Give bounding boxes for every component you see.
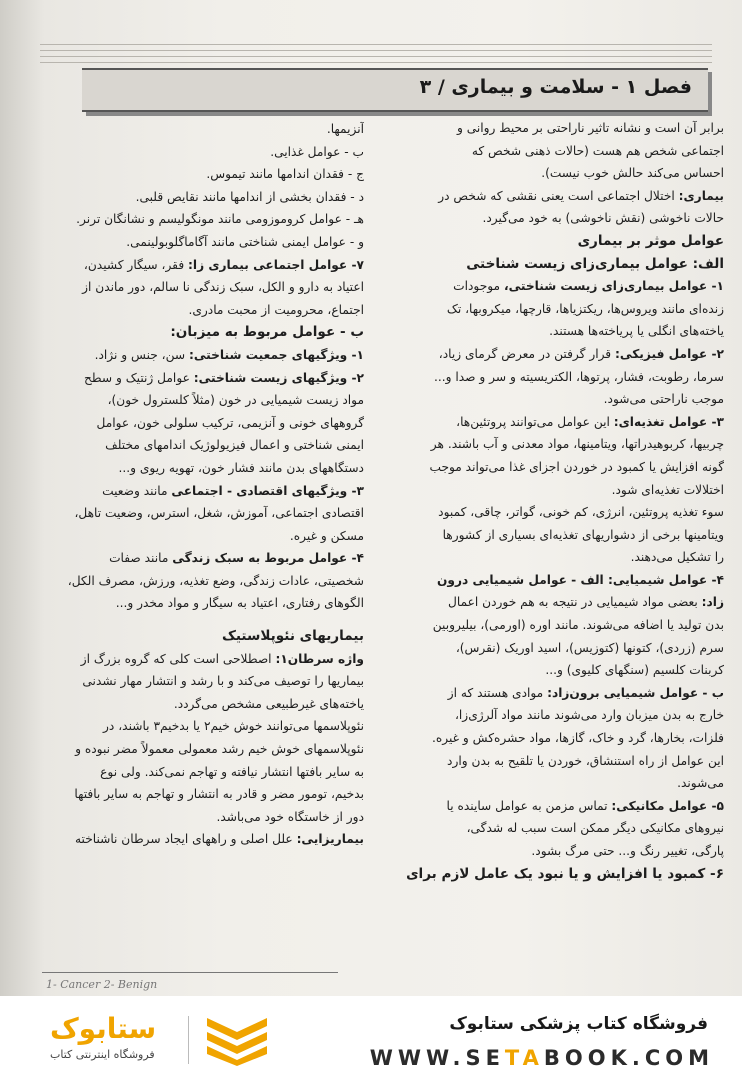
- term-label: ۷- عوامل اجتماعی بیماری زا:: [188, 257, 364, 272]
- text-line: بیماریزایی: علل اصلی و راههای ایجاد سرطان ناشناخته: [74, 832, 364, 847]
- term-label: ۳- ویژگیهای اقتصادی - اجتماعی: [171, 483, 364, 498]
- term-label: ۳- عوامل تغذیه‌ای:: [613, 414, 724, 429]
- text-line: ایمنی شناختی و اعمال فیزیولوژیک اندامهای مختلف: [105, 438, 364, 453]
- text-line: گونه افزایش یا کمبود در خوردن اجزای غذا می‌تواند موجب: [429, 459, 724, 474]
- term-label: بیماریزایی:: [296, 832, 364, 847]
- text-line: و - عوامل ایمنی شناختی مانند آگاماگلوبولینمی.: [126, 234, 364, 249]
- logo-tagline: فروشگاه اینترنتی کتاب: [50, 1048, 155, 1061]
- text-line: هـ - عوامل کروموزومی مانند مونگولیسم و نشانگان ترنر.: [76, 212, 364, 227]
- url-accent: TA: [504, 1046, 544, 1070]
- text-line: مواد زیست شیمیایی در خون (مثلاً کلسترول خون)،: [107, 393, 364, 408]
- chapter-header: [82, 68, 708, 112]
- text-line: ب - عوامل غذایی.: [270, 144, 364, 159]
- footnote: 1- Cancer 2- Benign: [46, 978, 158, 991]
- text-line: برابر آن است و نشانه تاثیر ناراحتی بر محیط روانی و: [456, 121, 724, 135]
- decorative-line: [40, 56, 712, 57]
- url-prefix: WWW.SE: [369, 1046, 505, 1070]
- text-line: ۷- عوامل اجتماعی بیماری زا: فقر، سیگار کشیدن،: [83, 257, 364, 272]
- text-line: دستگاههای بدن مانند فشار خون، تهویه ریوی و...: [118, 460, 364, 475]
- text-line: سرما، رطوبت، فشار، پرتوها، الکتریسیته و سر و صدا و...: [434, 369, 724, 384]
- term-label: ب - عوامل شیمیایی برون‌زاد:: [547, 685, 724, 700]
- chapter-title: فصل ۱ - سلامت و بیماری / ۳: [419, 76, 692, 98]
- decorative-line: [40, 62, 712, 63]
- text-line: ۲- عوامل فیزیکی: قرار گرفتن در معرض گرمای زیاد،: [438, 346, 724, 361]
- text-line: سرم (زردی)، کتونها (کتوزیس)، اسید اوریک (نقرس)،: [455, 640, 724, 655]
- term-label: ۲- ویژگیهای زیست شناختی:: [193, 370, 364, 385]
- text-line: این عوامل از راه استنشاق، خوردن یا تلقیح به بدن وارد: [447, 753, 724, 768]
- text-line: الگوهای رفتاری، اعتیاد به سیگار و مواد مخدر و...: [115, 596, 364, 611]
- term-label: ۴- عوامل مربوط به سبک زندگی: [172, 551, 364, 566]
- text-line: ب - عوامل شیمیایی برون‌زاد: موادی هستند که از: [447, 685, 724, 700]
- term-label: بیماری:: [678, 188, 724, 203]
- term-label: ۵- عوامل مکانیکی:: [611, 798, 724, 813]
- shop-name: فروشگاه کتاب پزشکی ستابوک: [449, 1014, 708, 1034]
- footnote-rule: [42, 972, 338, 973]
- text-line: فلزات، بخارها، گرد و خاک، گازها، مواد حشره‌کش و غیره.: [432, 731, 724, 746]
- text-line: ۱- عوامل بیماری‌زای زیست شناختی، موجودات: [453, 279, 724, 294]
- text-line: [384, 569, 724, 592]
- section-heading: عوامل موثر بر بیماری: [577, 232, 724, 249]
- term-label: زاد:: [701, 595, 724, 610]
- left-text-column: [42, 118, 364, 851]
- shop-url-link[interactable]: [370, 1046, 714, 1070]
- text-line: د - فقدان بخشی از اندامها مانند نقایص قلبی.: [135, 189, 364, 204]
- text-line: مسکن و غیره.: [289, 528, 364, 543]
- text-line: را تشکیل می‌دهند.: [630, 550, 724, 565]
- text-line: ۳- عوامل تغذیه‌ای: این عوامل می‌توانند پروتئین‌ها،: [456, 414, 724, 429]
- text-line: بیماری: اختلال اجتماعی است یعنی نقشی که شخص در: [438, 188, 724, 203]
- text-line: حالات ناخوشی (نقش ناخوشی) به خود می‌گیرد.: [482, 211, 724, 226]
- store-banner: [0, 996, 742, 1079]
- text-line: بیماریها را توصیف می‌کند و با رشد و انتشار مهار نشدنی: [82, 674, 364, 689]
- text-line: اختلالات تغذیه‌ای شود.: [611, 482, 724, 497]
- text-line: ویتامینها برخی از دشواریهای تغذیه‌ای بسیاری از کشورها: [442, 527, 724, 542]
- right-text-column: [384, 117, 724, 885]
- decorative-line: [40, 44, 712, 45]
- text-line: خارج به بدن میزبان وارد می‌شوند مانند مواد آلرژی‌زا،: [454, 708, 724, 723]
- text-line: نئوپلاسمهای خوش خیم رشد معمولی معمولاً مضر نبوده و: [75, 742, 364, 757]
- text-line: ۲- ویژگیهای زیست شناختی: عوامل ژنتیک و سطح: [84, 370, 364, 385]
- text-line: کربنات کلسیم (سنگهای کلیوی) و...: [545, 663, 724, 678]
- text-line: ۴- عوامل مربوط به سبک زندگی مانند صفات: [109, 551, 364, 566]
- text-line: زاد: بعضی مواد شیمیایی در نتیجه به هم خوردن اعمال: [448, 595, 724, 610]
- text-line: ۵- عوامل مکانیکی: تماس مزمن به عوامل ساینده یا: [446, 798, 724, 813]
- text-line: زنده‌ای مانند ویروس‌ها، ریکتزیاها، قارچها، میکروبها، تک: [446, 301, 724, 316]
- term-label: ۲- عوامل فیزیکی:: [615, 346, 724, 361]
- text-line: اجتماع، محرومیت از محبت مادری.: [188, 302, 364, 317]
- text-line: بدن تولید یا اضافه می‌شوند. مانند اوره (اورمی)، بیلیروبین: [432, 618, 724, 633]
- text-line: اجتماعی شخص هم هست (حالات ذهنی شخص که: [471, 143, 724, 158]
- text-line: می‌شوند.: [677, 776, 724, 791]
- section-heading: الف: عوامل بیماری‌زای زیست شناختی: [466, 255, 724, 272]
- term-label: واژه سرطان۱:: [275, 651, 364, 666]
- logo-wordmark: ستابوک: [50, 1012, 157, 1045]
- term-label: ۴- عوامل شیمیایی: الف - عوامل شیمیایی درون: [437, 572, 724, 587]
- section-heading: بیماریهای نئوپلاستیک: [221, 628, 364, 645]
- term-label: ۱- ویژگیهای جمعیت شناختی:: [188, 347, 364, 362]
- text-line: چربیها، کربوهیدراتها، ویتامینها، مواد معدنی و آب باشند. هر: [430, 437, 724, 452]
- text-line: بدخیم، تومور مضر و قادر به انتشار و تهاجم به سایر بافتها: [74, 787, 364, 802]
- decorative-line: [40, 50, 712, 51]
- paragraph-gap: [42, 615, 364, 625]
- text-line: پارگی، تغییر رنگ و... حتی مرگ بشود.: [531, 844, 724, 858]
- text-line: اعتیاد به دارو و الکل، سبک زندگی نا سالم، دور ماندن از: [82, 280, 364, 295]
- text-line: واژه سرطان۱: اصطلاحی است کلی که گروه بزرگ از: [80, 651, 364, 666]
- text-line: ۳- ویژگیهای اقتصادی - اجتماعی مانند وضعیت: [102, 483, 364, 498]
- text-line: به سایر بافتها انتشار نیافته و تهاجم نمی‌کند. ولی نوع: [100, 764, 364, 779]
- section-heading: ۶- کمبود یا افزایش و یا نبود یک عامل لازم برای: [406, 865, 724, 882]
- term-label: ۱- عوامل بیماری‌زای زیست شناختی،: [503, 279, 724, 294]
- text-line: احساس می‌کند حالش خوب نیست).: [541, 166, 724, 181]
- section-heading: ب - عوامل مربوط به میزبان:: [170, 324, 364, 341]
- text-line: ج - فقدان اندامها مانند تیموس.: [206, 167, 364, 182]
- text-line: سوء تغذیه پروتئین، انرژی، کم خونی، گواتر، چاقی، کمبود: [438, 505, 724, 520]
- text-line: اقتصادی اجتماعی، آموزش، شغل، استرس، وضعیت تاهل،: [74, 506, 364, 521]
- text-line: نیروهای مکانیکی دیگر ممکن است سبب له شدگی،: [466, 821, 724, 836]
- logo-divider: [188, 1016, 189, 1064]
- text-line: یاخته‌های غیرطبیعی مشخص می‌گردد.: [173, 696, 364, 711]
- text-line: ۱- ویژگیهای جمعیت شناختی: سن، جنس و نژاد.: [94, 347, 364, 362]
- chevron-stack-icon: [202, 1014, 272, 1066]
- store-logo[interactable]: [40, 1012, 290, 1068]
- text-line: گروههای خونی و آنزیمی، ترکیب سلولی خون، عوامل: [96, 415, 364, 430]
- text-line: شخصیتی، عادات زندگی، وضع تغذیه، ورزش، مصرف الکل،: [67, 573, 364, 588]
- text-line: موجب ناراحتی می‌شود.: [603, 392, 724, 407]
- text-line: یاخته‌های انگلی یا پریاخته‌ها هستند.: [549, 324, 724, 339]
- text-line: دور از خاستگاه خود می‌باشد.: [216, 809, 364, 824]
- text-line: آنزیمها.: [326, 122, 364, 136]
- url-suffix: BOOK.COM: [543, 1046, 714, 1070]
- text-line: نئوپلاسمها می‌توانند خوش خیم۲ یا بدخیم۳ باشند، در: [103, 719, 364, 734]
